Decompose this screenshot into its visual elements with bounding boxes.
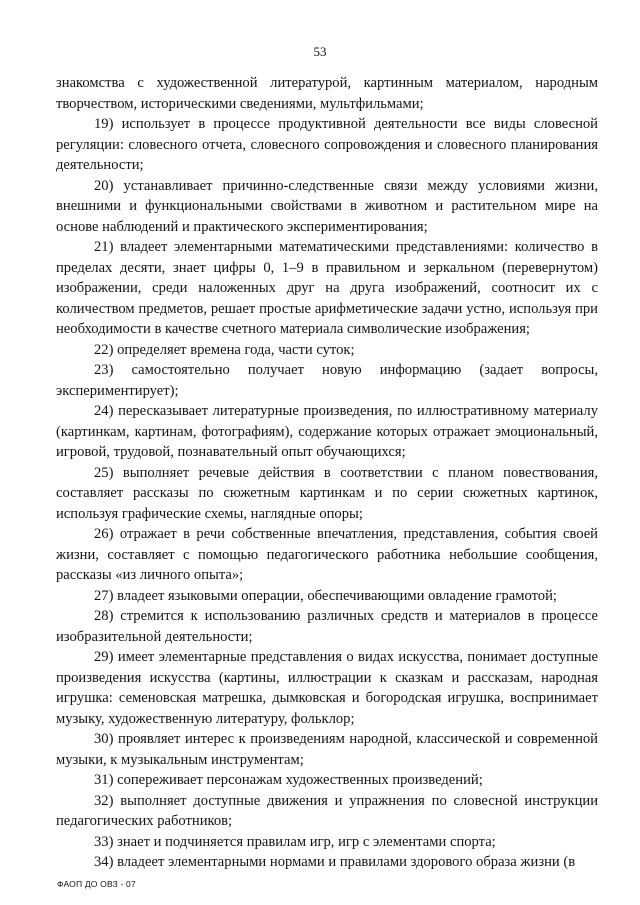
paragraph: 27) владеет языковыми операции, обеспечивающими овладение грамотой; (94, 587, 557, 604)
paragraph: 28) стремится к использованию различных средств и материалов в процессе изобразительной деятельности; (56, 608, 598, 645)
paragraph: 32) выполняет доступные движения и упражнения по словесной инструкции педагогических работников; (56, 792, 598, 829)
paragraph: знакомства с художественной литературой, картинным материалом, народным творчеством, историческими сведениями, мультфильмами; (56, 75, 598, 112)
paragraph: 34) владеет элементарными нормами и правилами здорового образа жизни (в (94, 854, 576, 870)
paragraph: 23) самостоятельно получает новую информацию (задает вопросы, экспериментирует); (56, 362, 598, 399)
body-text (56, 73, 598, 873)
paragraph: 21) владеет элементарными математическими представлениями: количество в пределах десяти, знает цифры 0, 1–9 в правильном и зеркальном (перевернутом) изображении, среди наложенных друг на друга изображений, соотносит их с количеством предметов, решает простые арифметические задачи устно, используя при необходимости в качестве счетного материала символические изображения; (56, 239, 598, 337)
paragraph: 20) устанавливает причинно-следственные связи между условиями жизни, внешними и функциональными свойствами в животном и растительном мире на основе наблюдений и практического экспериментирования; (56, 177, 598, 235)
paragraph: 29) имеет элементарные представления о видах искусства, понимает доступные произведения искусства (картины, иллюстрации к сказкам и рассказам, народная игрушка: семеновская матрешка, дымковская и богородская игрушка, воспринимает музыку, художественную литературу, фольклор; (56, 649, 598, 727)
paragraph: 24) пересказывает литературные произведения, по иллюстративному материалу (картинкам, картинам, фотографиям), содержание которых отражает эмоциональный, игровой, трудовой, познавательный опыт обучающихся; (56, 403, 598, 460)
paragraph: 31) сопереживает персонажам художественных произведений; (94, 772, 483, 788)
paragraph: 25) выполняет речевые действия в соответствии с планом повествования, составляет рассказы по сюжетным картинкам и по серии сюжетных картинок, используя графические схемы, наглядные опоры; (56, 464, 598, 522)
footer-document-code: ФАОП ДО ОВЗ - 07 (57, 879, 136, 889)
paragraph: 19) использует в процессе продуктивной деятельности все виды словесной регуляции: словесного отчета, словесного сопровождения и словесного планирования деятельности; (56, 116, 598, 173)
paragraph: 33) знает и подчиняется правилам игр, игр с элементами спорта; (94, 833, 496, 850)
paragraph: 30) проявляет интерес к произведениям народной, классической и современной музыки, к музыкальным инструментам; (56, 731, 598, 768)
paragraph: 22) определяет времена года, части суток; (94, 341, 355, 358)
paragraph: 26) отражает в речи собственные впечатления, представления, события своей жизни, составляет с помощью педагогического работника небольшие сообщения, рассказы «из личного опыта»; (56, 526, 598, 583)
page-number: 53 (313, 44, 327, 59)
